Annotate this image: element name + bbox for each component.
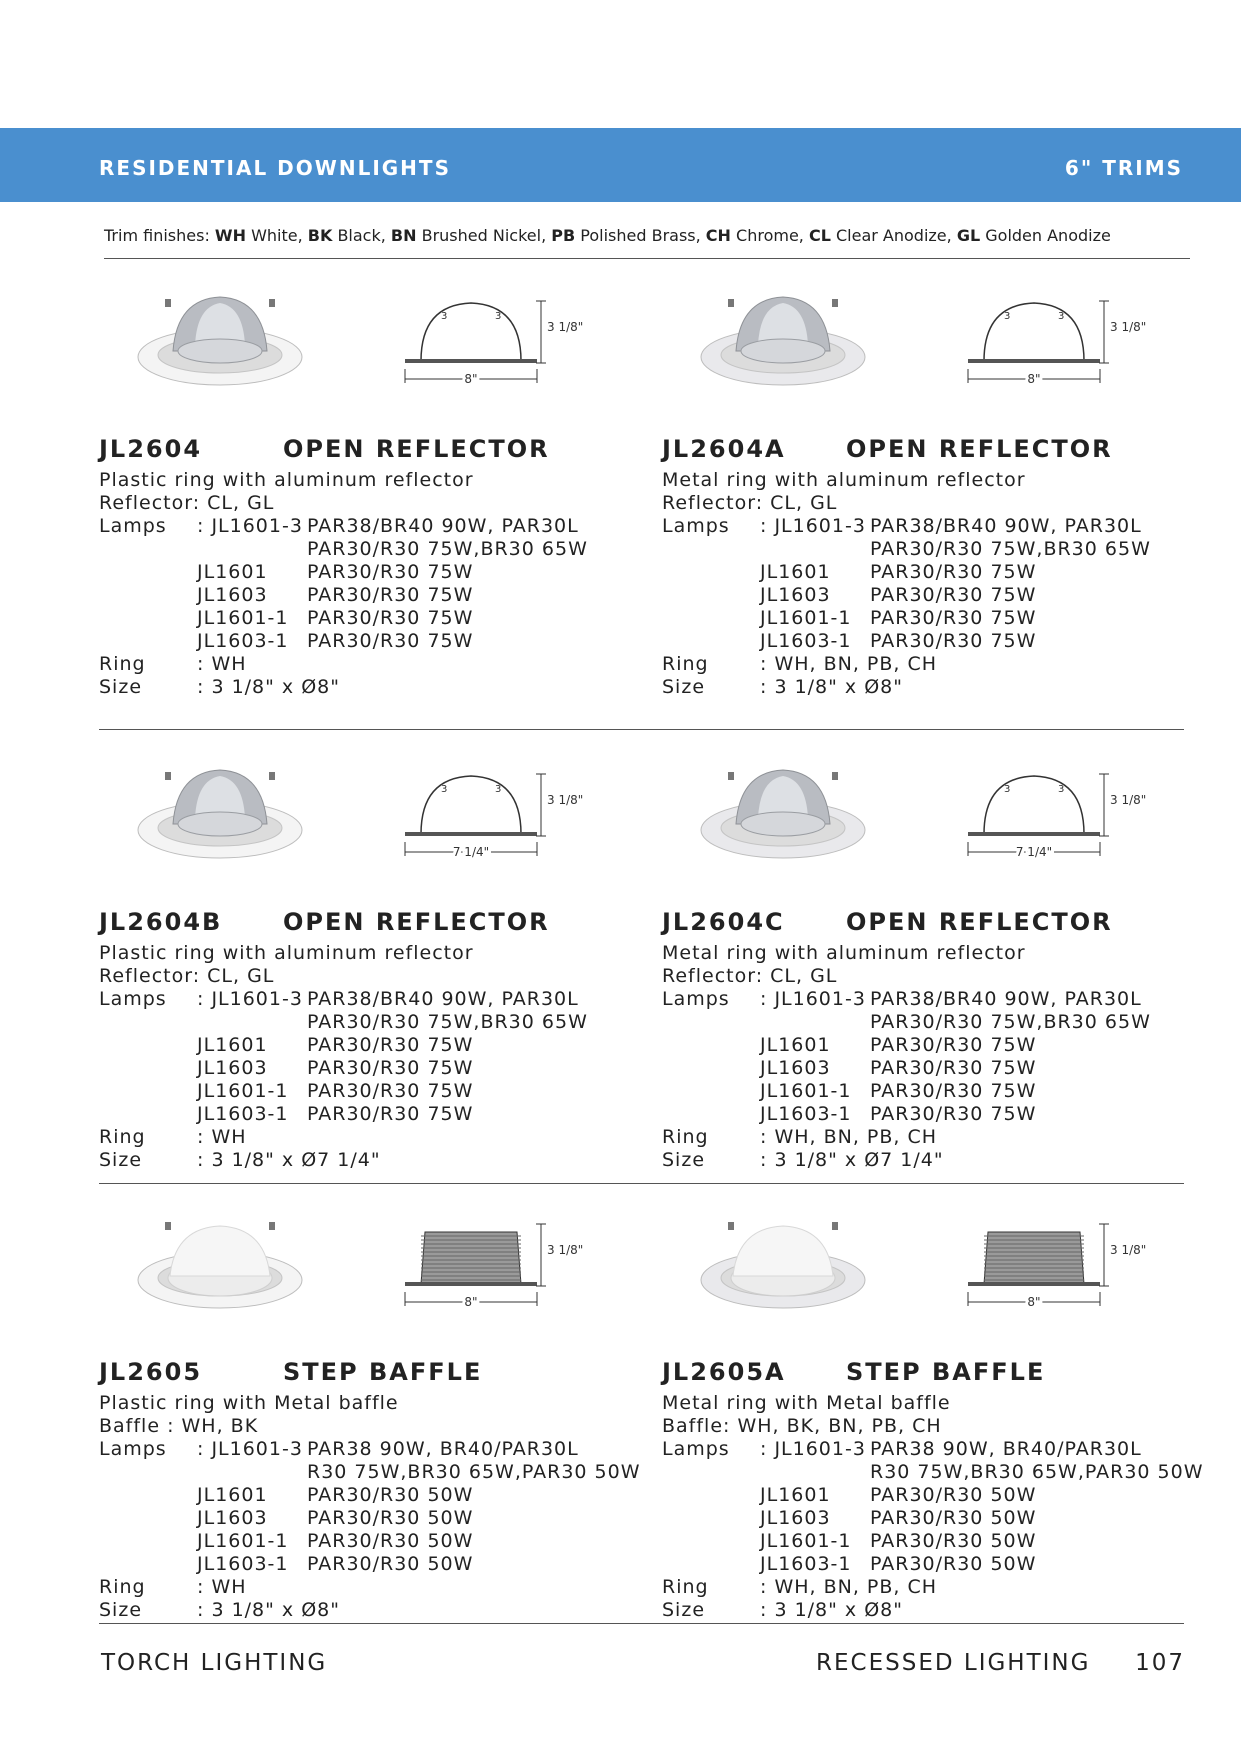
- product-description: Plastic ring with Metal baffle: [99, 1392, 399, 1414]
- lamp-spec: PAR30/R30 75W: [870, 1057, 1037, 1079]
- ring-row: [99, 653, 474, 676]
- lamp-row: [662, 1507, 1037, 1530]
- finishes-prefix: Trim finishes:: [104, 226, 210, 245]
- lamp-row: [662, 561, 1037, 584]
- lamp-model: JL1601-1: [197, 1530, 289, 1552]
- finish-code: BN: [390, 226, 417, 245]
- size-label: Size: [99, 676, 143, 698]
- lamp-spec: PAR38/BR40 90W, PAR30L: [870, 515, 1142, 537]
- lamp-row: [662, 1530, 1037, 1553]
- lamp-model: : JL1601-3: [760, 1438, 866, 1460]
- finish-code: WH: [214, 226, 246, 245]
- ring-value: : WH, BN, PB, CH: [760, 1576, 938, 1598]
- product-description: Metal ring with Metal baffle: [662, 1392, 951, 1414]
- product-specs: [99, 942, 588, 1172]
- width-label: 8": [1027, 1295, 1041, 1309]
- part-value: : WH, BK: [167, 1415, 259, 1437]
- section-name: RECESSED LIGHTING: [816, 1650, 1091, 1676]
- size-label: Size: [99, 1149, 143, 1171]
- width-label: 7 1/4": [452, 845, 490, 859]
- lamp-model: JL1601: [197, 561, 268, 583]
- lamp-row: [99, 1438, 579, 1461]
- finish-code: PB: [551, 226, 576, 245]
- lamp-row: [662, 607, 1037, 630]
- section-title: RESIDENTIAL DOWNLIGHTS: [99, 156, 451, 180]
- lamp-model: JL1601-1: [197, 1080, 289, 1102]
- svg-text:3: 3: [495, 311, 502, 322]
- lamps-label: Lamps: [662, 515, 730, 537]
- lamp-spec: PAR30/R30 75W,BR30 65W: [307, 538, 588, 560]
- height-label: 3 1/8": [547, 1243, 584, 1257]
- lamps-list: [662, 1438, 1204, 1576]
- product-heading: [662, 1358, 1046, 1386]
- size-row: [99, 676, 474, 699]
- divider: [99, 729, 1184, 730]
- height-label: 3 1/8": [1110, 1243, 1147, 1257]
- part-label: Reflector:: [662, 492, 764, 514]
- ring-value: : WH: [197, 1126, 247, 1148]
- ring-row: [662, 653, 1026, 676]
- lamp-spec: PAR30/R30 75W: [870, 607, 1037, 629]
- height-label: 3 1/8": [1110, 793, 1147, 807]
- part-label: Reflector:: [99, 492, 201, 514]
- lamp-spec: PAR38 90W, BR40/PAR30L: [870, 1438, 1142, 1460]
- lamp-row: [99, 1553, 474, 1576]
- product-name: OPEN REFLECTOR: [846, 435, 1113, 463]
- lamp-row: [662, 1484, 1037, 1507]
- lamp-row: [99, 1034, 474, 1057]
- lamps-list: [662, 515, 1151, 653]
- ring-row: [662, 1126, 1026, 1149]
- width-label: 8": [1027, 372, 1041, 386]
- lamp-model: JL1603: [197, 1057, 268, 1079]
- lamp-model: JL1601-1: [760, 607, 852, 629]
- svg-text:3: 3: [1004, 311, 1011, 322]
- part-value: WH, BK, BN, PB, CH: [737, 1415, 942, 1437]
- height-label: 3 1/8": [547, 793, 584, 807]
- size-value: : 3 1/8" x Ø8": [197, 676, 340, 698]
- lamps-label: Lamps: [662, 988, 730, 1010]
- lamp-spec: PAR30/R30 50W: [870, 1507, 1037, 1529]
- lamp-row: [99, 1057, 474, 1080]
- svg-text:3: 3: [1058, 311, 1065, 322]
- lamps-label: Lamps: [99, 515, 167, 537]
- product-name: STEP BAFFLE: [846, 1358, 1046, 1386]
- finish-code: CL: [808, 226, 831, 245]
- width-label: 7 1/4": [1015, 845, 1053, 859]
- size-row: [662, 1599, 951, 1622]
- lamp-row: [99, 1461, 641, 1484]
- brand-name: TORCH LIGHTING: [101, 1650, 328, 1676]
- part-label: Reflector:: [99, 965, 201, 987]
- lamp-spec: PAR30/R30 50W: [870, 1484, 1037, 1506]
- divider: [104, 258, 1190, 259]
- svg-text:3: 3: [441, 784, 448, 795]
- trim-finishes: [104, 226, 1111, 245]
- lamp-spec: PAR30/R30 75W: [870, 1034, 1037, 1056]
- lamp-spec: PAR30/R30 75W: [870, 1080, 1037, 1102]
- lamp-model: JL1603-1: [197, 630, 289, 652]
- ring-label: Ring: [662, 653, 709, 675]
- divider: [99, 1623, 1184, 1624]
- width-label: 8": [464, 372, 478, 386]
- lamp-spec: PAR30/R30 75W: [870, 584, 1037, 606]
- lamp-model: JL1601: [197, 1034, 268, 1056]
- size-row: [99, 1599, 399, 1622]
- lamps-label: Lamps: [99, 1438, 167, 1460]
- lamp-model: JL1603-1: [760, 630, 852, 652]
- product-photo: [698, 1208, 868, 1318]
- part-label: Baffle: [99, 1415, 161, 1437]
- svg-text:3: 3: [1058, 784, 1065, 795]
- part-label: Reflector:: [662, 965, 764, 987]
- lamp-model: JL1603: [760, 584, 831, 606]
- lamp-model: JL1603-1: [197, 1553, 289, 1575]
- size-row: [99, 1149, 474, 1172]
- product-name: OPEN REFLECTOR: [283, 908, 550, 936]
- part-value: CL, GL: [770, 965, 838, 987]
- lamp-spec: PAR30/R30 75W: [870, 1103, 1037, 1125]
- dimension-drawing: [954, 291, 1154, 391]
- lamp-row: [99, 988, 579, 1011]
- lamps-list: [99, 988, 588, 1126]
- product-code: JL2604A: [662, 435, 786, 463]
- ring-label: Ring: [99, 1126, 146, 1148]
- lamps-label: Lamps: [99, 988, 167, 1010]
- product-description: Plastic ring with aluminum reflector: [99, 942, 474, 964]
- product-photo: [698, 758, 868, 868]
- lamp-model: JL1601: [760, 561, 831, 583]
- ring-row: [99, 1576, 399, 1599]
- size-row: [662, 676, 1026, 699]
- lamp-model: JL1603: [760, 1057, 831, 1079]
- product-code: JL2604B: [99, 908, 223, 936]
- lamp-row: [662, 1461, 1204, 1484]
- lamp-model: JL1603: [760, 1507, 831, 1529]
- product-specs: [99, 1392, 641, 1622]
- lamp-spec: PAR30/R30 50W: [307, 1507, 474, 1529]
- product-code: JL2605A: [662, 1358, 786, 1386]
- lamp-row: [662, 1080, 1037, 1103]
- product-photo: [698, 285, 868, 395]
- size-value: : 3 1/8" x Ø8": [197, 1599, 340, 1621]
- lamp-model: JL1603-1: [760, 1103, 852, 1125]
- size-label: Size: [662, 676, 706, 698]
- lamp-spec: PAR30/R30 75W: [870, 630, 1037, 652]
- product-description: Metal ring with aluminum reflector: [662, 469, 1026, 491]
- finish-code: BK: [307, 226, 333, 245]
- part-value: CL, GL: [207, 965, 275, 987]
- product-description: Metal ring with aluminum reflector: [662, 942, 1026, 964]
- size-value: : 3 1/8" x Ø7 1/4": [760, 1149, 944, 1171]
- height-label: 3 1/8": [1110, 320, 1147, 334]
- lamp-row: [662, 1103, 1037, 1126]
- finish-code: GL: [956, 226, 981, 245]
- lamp-row: [99, 1011, 588, 1034]
- finish-name: Golden Anodize: [985, 226, 1111, 245]
- dimension-drawing: [391, 1214, 591, 1314]
- ring-label: Ring: [99, 1576, 146, 1598]
- lamp-spec: PAR30/R30 75W,BR30 65W: [870, 1011, 1151, 1033]
- svg-text:3: 3: [495, 784, 502, 795]
- lamp-row: [662, 1438, 1142, 1461]
- product-heading: [99, 435, 550, 463]
- finish-name: Black,: [337, 226, 386, 245]
- lamps-label: Lamps: [662, 1438, 730, 1460]
- lamp-spec: PAR30/R30 75W: [307, 1057, 474, 1079]
- lamp-spec: PAR30/R30 75W: [307, 1103, 474, 1125]
- lamp-row: [662, 1011, 1151, 1034]
- lamp-row: [99, 1507, 474, 1530]
- ring-value: : WH: [197, 653, 247, 675]
- lamp-model: JL1603-1: [760, 1553, 852, 1575]
- lamp-row: [662, 1553, 1037, 1576]
- finish-name: Polished Brass,: [580, 226, 701, 245]
- lamp-row: [99, 630, 474, 653]
- lamp-model: JL1601-1: [197, 607, 289, 629]
- size-label: Size: [99, 1599, 143, 1621]
- size-value: : 3 1/8" x Ø8": [760, 676, 903, 698]
- lamp-row: [99, 538, 588, 561]
- product-code: JL2604: [99, 435, 203, 463]
- lamp-spec: PAR30/R30 75W,BR30 65W: [307, 1011, 588, 1033]
- product-photo: [135, 1208, 305, 1318]
- lamp-model: JL1603-1: [197, 1103, 289, 1125]
- finish-code: CH: [705, 226, 731, 245]
- lamp-model: JL1601-1: [760, 1530, 852, 1552]
- lamp-model: JL1601: [760, 1034, 831, 1056]
- lamp-row: [662, 1057, 1037, 1080]
- lamp-model: : JL1601-3: [197, 515, 303, 537]
- lamp-row: [99, 515, 579, 538]
- lamp-spec: PAR30/R30 50W: [307, 1530, 474, 1552]
- lamp-model: : JL1601-3: [760, 515, 866, 537]
- size-value: : 3 1/8" x Ø8": [760, 1599, 903, 1621]
- lamps-list: [99, 515, 588, 653]
- product-specs: [662, 469, 1151, 699]
- product-heading: [99, 908, 550, 936]
- lamp-spec: PAR38/BR40 90W, PAR30L: [307, 988, 579, 1010]
- finish-name: White,: [251, 226, 303, 245]
- lamp-model: JL1601: [197, 1484, 268, 1506]
- footer-right: [816, 1650, 1185, 1676]
- lamp-spec: PAR38/BR40 90W, PAR30L: [307, 515, 579, 537]
- part-label: Baffle:: [662, 1415, 731, 1437]
- part-value: CL, GL: [207, 492, 275, 514]
- lamp-row: [662, 988, 1142, 1011]
- lamp-row: [99, 1530, 474, 1553]
- product-heading: [99, 1358, 483, 1386]
- ring-value: : WH: [197, 1576, 247, 1598]
- lamp-spec: PAR38/BR40 90W, PAR30L: [870, 988, 1142, 1010]
- section-subtitle: 6" TRIMS: [1064, 156, 1183, 180]
- lamp-model: : JL1601-3: [197, 1438, 303, 1460]
- lamp-model: JL1601: [760, 1484, 831, 1506]
- product-code: JL2604C: [662, 908, 785, 936]
- lamp-spec: PAR30/R30 50W: [870, 1553, 1037, 1575]
- ring-label: Ring: [99, 653, 146, 675]
- lamp-spec: PAR30/R30 50W: [307, 1553, 474, 1575]
- lamps-list: [99, 1438, 641, 1576]
- lamp-row: [99, 1080, 474, 1103]
- lamp-row: [99, 584, 474, 607]
- dimension-drawing: [391, 291, 591, 391]
- dimension-drawing: [954, 764, 1154, 864]
- finish-name: Brushed Nickel,: [421, 226, 547, 245]
- lamp-model: : JL1601-3: [197, 988, 303, 1010]
- ring-value: : WH, BN, PB, CH: [760, 653, 938, 675]
- ring-value: : WH, BN, PB, CH: [760, 1126, 938, 1148]
- product-specs: [99, 469, 588, 699]
- lamp-model: JL1603: [197, 1507, 268, 1529]
- ring-label: Ring: [662, 1576, 709, 1598]
- page-number: 107: [1135, 1650, 1185, 1676]
- lamp-row: [662, 538, 1151, 561]
- lamp-row: [99, 1103, 474, 1126]
- product-photo: [135, 285, 305, 395]
- lamp-row: [662, 584, 1037, 607]
- product-specs: [662, 1392, 1204, 1622]
- ring-label: Ring: [662, 1126, 709, 1148]
- lamp-spec: PAR30/R30 75W: [307, 1034, 474, 1056]
- product-specs: [662, 942, 1151, 1172]
- lamp-spec: PAR30/R30 75W: [307, 584, 474, 606]
- product-name: OPEN REFLECTOR: [846, 908, 1113, 936]
- height-label: 3 1/8": [547, 320, 584, 334]
- lamp-spec: R30 75W,BR30 65W,PAR30 50W: [870, 1461, 1204, 1483]
- svg-text:3: 3: [441, 311, 448, 322]
- svg-text:3: 3: [1004, 784, 1011, 795]
- product-heading: [662, 435, 1113, 463]
- lamp-spec: PAR30/R30 75W,BR30 65W: [870, 538, 1151, 560]
- product-photo: [135, 758, 305, 868]
- width-label: 8": [464, 1295, 478, 1309]
- size-label: Size: [662, 1599, 706, 1621]
- lamp-spec: PAR30/R30 75W: [307, 607, 474, 629]
- lamp-spec: PAR30/R30 50W: [307, 1484, 474, 1506]
- finish-name: Chrome,: [736, 226, 804, 245]
- size-row: [662, 1149, 1026, 1172]
- lamps-list: [662, 988, 1151, 1126]
- lamp-spec: PAR30/R30 75W: [307, 561, 474, 583]
- lamp-model: JL1603: [197, 584, 268, 606]
- size-value: : 3 1/8" x Ø7 1/4": [197, 1149, 381, 1171]
- lamp-spec: PAR30/R30 75W: [307, 630, 474, 652]
- lamp-row: [662, 630, 1037, 653]
- lamp-row: [99, 607, 474, 630]
- lamp-spec: PAR30/R30 50W: [870, 1530, 1037, 1552]
- size-label: Size: [662, 1149, 706, 1171]
- lamp-spec: PAR38 90W, BR40/PAR30L: [307, 1438, 579, 1460]
- divider: [99, 1183, 1184, 1184]
- dimension-drawing: [391, 764, 591, 864]
- lamp-model: : JL1601-3: [760, 988, 866, 1010]
- part-value: CL, GL: [770, 492, 838, 514]
- lamp-spec: PAR30/R30 75W: [307, 1080, 474, 1102]
- lamp-row: [662, 1034, 1037, 1057]
- lamp-row: [662, 515, 1142, 538]
- product-description: Plastic ring with aluminum reflector: [99, 469, 474, 491]
- dimension-drawing: [954, 1214, 1154, 1314]
- lamp-spec: R30 75W,BR30 65W,PAR30 50W: [307, 1461, 641, 1483]
- section-banner: [0, 128, 1241, 202]
- product-code: JL2605: [99, 1358, 203, 1386]
- lamp-spec: PAR30/R30 75W: [870, 561, 1037, 583]
- lamp-row: [99, 561, 474, 584]
- product-heading: [662, 908, 1113, 936]
- ring-row: [662, 1576, 951, 1599]
- lamp-model: JL1601-1: [760, 1080, 852, 1102]
- lamp-row: [99, 1484, 474, 1507]
- ring-row: [99, 1126, 474, 1149]
- product-name: STEP BAFFLE: [283, 1358, 483, 1386]
- product-name: OPEN REFLECTOR: [283, 435, 550, 463]
- finish-name: Clear Anodize,: [836, 226, 952, 245]
